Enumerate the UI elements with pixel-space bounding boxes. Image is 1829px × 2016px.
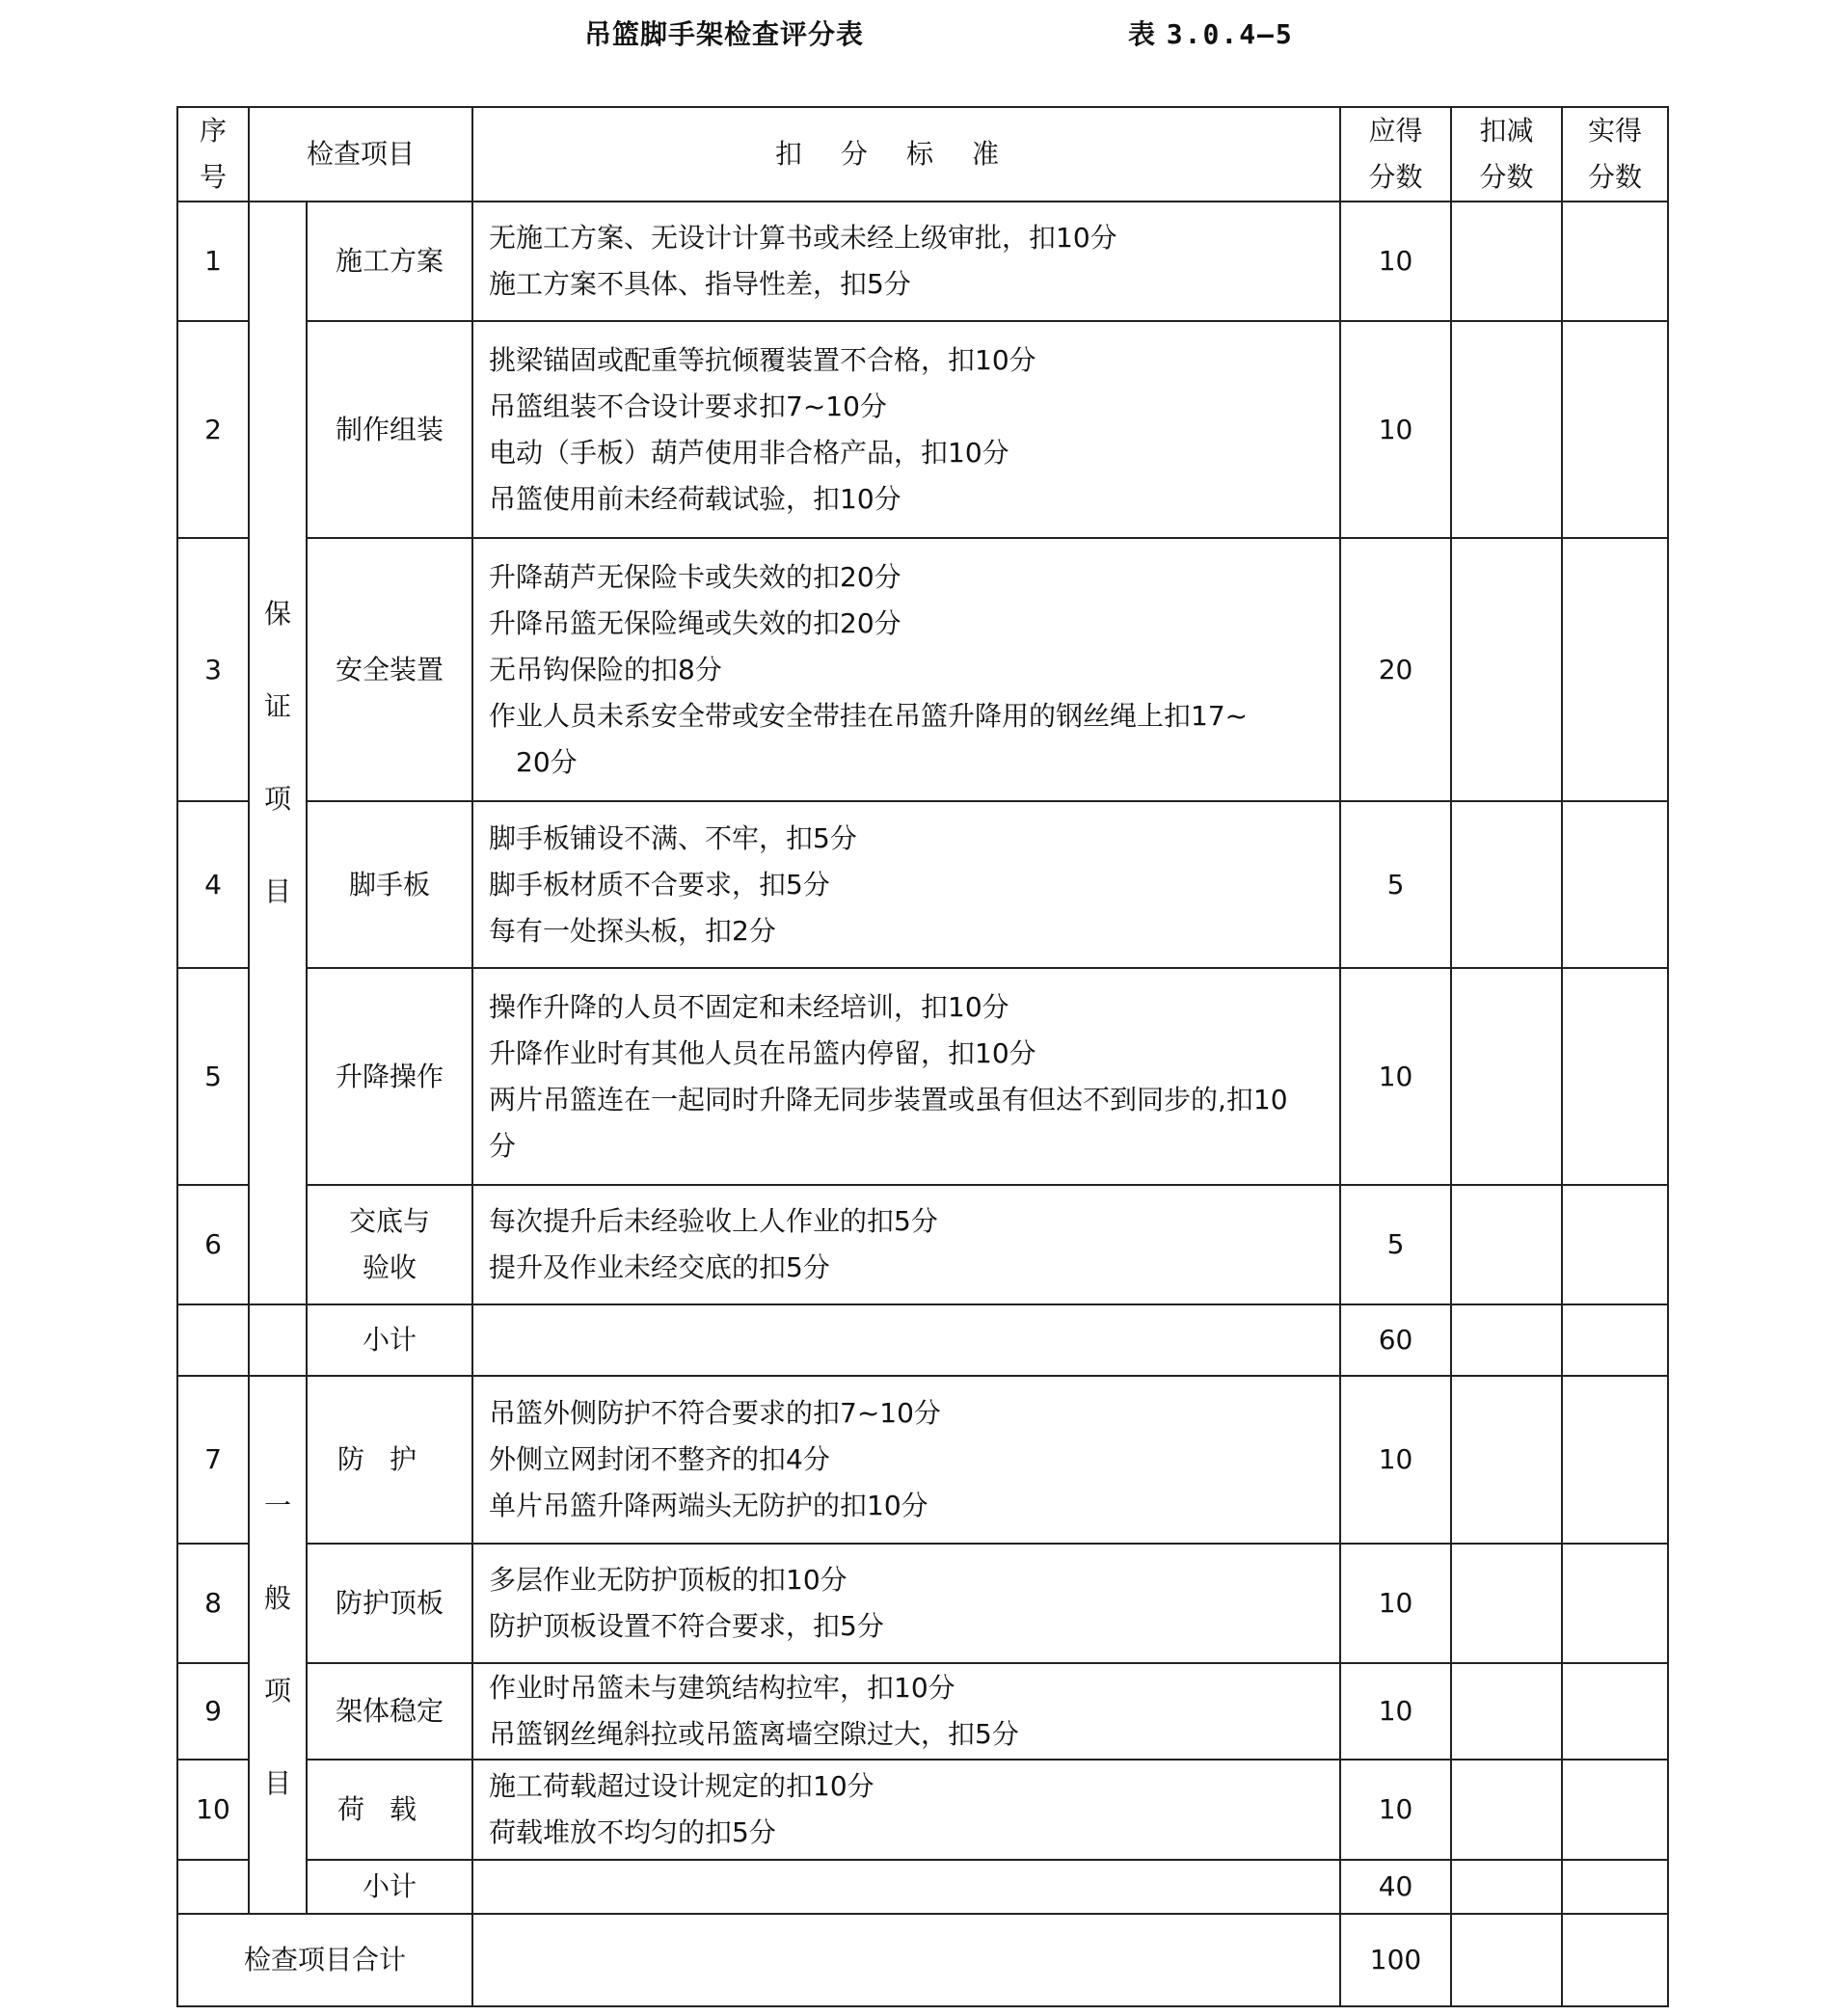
criteria-line: 无施工方案、无设计计算书或未经上级审批，扣10分	[489, 222, 1117, 254]
criteria-line: 每有一处探头板，扣2分	[489, 914, 776, 947]
header-row	[177, 107, 1668, 202]
row-item: 防护	[307, 1376, 472, 1544]
header-actual: 实得 分数	[1562, 107, 1668, 202]
row-criteria	[472, 1663, 1340, 1760]
total-label: 检查项目合计	[177, 1914, 472, 2006]
subtotal-label: 小计	[307, 1304, 472, 1376]
row-criteria	[472, 801, 1340, 968]
row-no: 9	[177, 1663, 249, 1760]
table-row	[177, 1663, 1668, 1760]
row-score: 10	[1340, 321, 1451, 538]
table-row	[177, 801, 1668, 968]
row-actual-cell[interactable]	[1562, 801, 1668, 968]
criteria-line: 操作升降的人员不固定和未经培训，扣10分	[489, 990, 1009, 1023]
criteria-line: 防护顶板设置不符合要求，扣5分	[489, 1610, 884, 1642]
total-row	[177, 1914, 1668, 2006]
row-item: 交底与 验收	[307, 1185, 472, 1304]
criteria-line: 吊篮钢丝绳斜拉或吊篮离墙空隙过大，扣5分	[489, 1718, 1019, 1750]
header-item: 检查项目	[249, 107, 472, 202]
table-row	[177, 321, 1668, 538]
table-row	[177, 202, 1668, 321]
subtotal-score: 60	[1340, 1304, 1451, 1376]
row-deduct-cell[interactable]	[1451, 1860, 1562, 1914]
row-deduct-cell[interactable]	[1451, 1914, 1562, 2006]
row-deduct-cell[interactable]	[1451, 1663, 1562, 1760]
row-deduct-cell[interactable]	[1451, 1304, 1562, 1376]
row-criteria	[472, 1185, 1340, 1304]
row-score: 10	[1340, 1544, 1451, 1663]
row-deduct-cell[interactable]	[1451, 1185, 1562, 1304]
row-criteria	[472, 1544, 1340, 1663]
row-actual-cell[interactable]	[1562, 321, 1668, 538]
header-should: 应得 分数	[1340, 107, 1451, 202]
row-no: 3	[177, 538, 249, 801]
header-seq: 序 号	[177, 107, 249, 202]
row-no: 7	[177, 1376, 249, 1544]
guarantee-label: 保 证 项 目	[249, 202, 307, 1304]
row-actual-cell[interactable]	[1562, 1663, 1668, 1760]
criteria-line: 脚手板铺设不满、不牢，扣5分	[489, 821, 857, 854]
row-deduct-cell[interactable]	[1451, 801, 1562, 968]
row-score: 10	[1340, 968, 1451, 1185]
total-score: 100	[1340, 1914, 1451, 2006]
row-actual-cell[interactable]	[1562, 1376, 1668, 1544]
criteria-line: 每次提升后未经验收上人作业的扣5分	[489, 1205, 938, 1237]
row-actual-cell[interactable]	[1562, 1860, 1668, 1914]
table-row	[177, 968, 1668, 1185]
table-row	[177, 1544, 1668, 1663]
row-criteria	[472, 538, 1340, 801]
row-deduct-cell[interactable]	[1451, 968, 1562, 1185]
row-criteria	[472, 968, 1340, 1185]
row-actual-cell[interactable]	[1562, 1760, 1668, 1860]
criteria-line: 吊篮组装不合设计要求扣7~10分	[489, 390, 887, 422]
criteria-line: 无吊钩保险的扣8分	[489, 653, 722, 685]
row-item: 防护顶板	[307, 1544, 472, 1663]
general-label: 一 般 项 目	[249, 1376, 307, 1914]
row-criteria	[472, 202, 1340, 321]
row-deduct-cell[interactable]	[1451, 1376, 1562, 1544]
criteria-line: 脚手板材质不合要求，扣5分	[489, 868, 830, 900]
header-criteria: 扣分标准	[472, 107, 1340, 202]
criteria-line: 施工荷载超过设计规定的扣10分	[489, 1770, 874, 1802]
row-score: 10	[1340, 1663, 1451, 1760]
row-actual-cell[interactable]	[1562, 968, 1668, 1185]
criteria-line: 多层作业无防护顶板的扣10分	[489, 1564, 847, 1596]
criteria-line: 升降作业时有其他人员在吊篮内停留，扣10分	[489, 1036, 1036, 1069]
table-number: 表 3.0.4—5	[1128, 18, 1294, 50]
table-row	[177, 538, 1668, 801]
row-score: 20	[1340, 538, 1451, 801]
row-deduct-cell[interactable]	[1451, 321, 1562, 538]
row-actual-cell[interactable]	[1562, 1304, 1668, 1376]
subtotal-score: 40	[1340, 1860, 1451, 1914]
row-item: 架体稳定	[307, 1663, 472, 1760]
table-row	[177, 1376, 1668, 1544]
row-no: 1	[177, 202, 249, 321]
criteria-line: 提升及作业未经交底的扣5分	[489, 1251, 830, 1283]
page-title: 吊篮脚手架检查评分表	[584, 18, 865, 50]
row-item: 安全装置	[307, 538, 472, 801]
row-item: 制作组装	[307, 321, 472, 538]
criteria-line: 荷载堆放不均匀的扣5分	[489, 1816, 776, 1848]
row-deduct-cell[interactable]	[1451, 202, 1562, 321]
row-no: 5	[177, 968, 249, 1185]
criteria-line: 20分	[516, 745, 578, 778]
table-row	[177, 1185, 1668, 1304]
criteria-line: 作业时吊篮未与建筑结构拉牢，扣10分	[489, 1672, 955, 1704]
criteria-line: 单片吊篮升降两端头无防护的扣10分	[489, 1490, 928, 1521]
criteria-line: 吊篮外侧防护不符合要求的扣7~10分	[489, 1397, 941, 1429]
table-row	[177, 1760, 1668, 1860]
row-no: 8	[177, 1544, 249, 1663]
criteria-line: 升降吊篮无保险绳或失效的扣20分	[489, 606, 901, 639]
row-item: 脚手板	[307, 801, 472, 968]
row-item: 施工方案	[307, 202, 472, 321]
row-no: 4	[177, 801, 249, 968]
subtotal-row	[177, 1304, 1668, 1376]
row-criteria	[472, 321, 1340, 538]
row-actual-cell[interactable]	[1562, 1544, 1668, 1663]
criteria-line: 作业人员未系安全带或安全带挂在吊篮升降用的钢丝绳上扣17~	[489, 699, 1249, 732]
row-score: 10	[1340, 1760, 1451, 1860]
row-no: 2	[177, 321, 249, 538]
criteria-line: 升降葫芦无保险卡或失效的扣20分	[489, 560, 901, 593]
row-deduct-cell[interactable]	[1451, 1544, 1562, 1663]
row-item: 荷载	[307, 1760, 472, 1860]
criteria-line: 外侧立网封闭不整齐的扣4分	[489, 1443, 830, 1475]
row-actual-cell[interactable]	[1562, 538, 1668, 801]
criteria-line: 分	[489, 1129, 517, 1162]
subtotal-row	[177, 1860, 1668, 1914]
row-actual-cell[interactable]	[1562, 1914, 1668, 2006]
row-actual-cell[interactable]	[1562, 202, 1668, 321]
row-no: 6	[177, 1185, 249, 1304]
row-criteria	[472, 1376, 1340, 1544]
row-criteria	[472, 1760, 1340, 1860]
row-score: 5	[1340, 801, 1451, 968]
row-deduct-cell[interactable]	[1451, 538, 1562, 801]
criteria-line: 施工方案不具体、指导性差，扣5分	[489, 268, 911, 300]
row-actual-cell[interactable]	[1562, 1185, 1668, 1304]
row-score: 5	[1340, 1185, 1451, 1304]
subtotal-label: 小计	[307, 1860, 472, 1914]
inspection-score-table	[176, 106, 1669, 2007]
row-score: 10	[1340, 1376, 1451, 1544]
header-deduct: 扣减 分数	[1451, 107, 1562, 202]
row-item: 升降操作	[307, 968, 472, 1185]
row-no: 10	[177, 1760, 249, 1860]
criteria-line: 电动（手板）葫芦使用非合格产品，扣10分	[489, 436, 1009, 469]
criteria-line: 两片吊篮连在一起同时升降无同步装置或虽有但达不到同步的,扣10	[489, 1083, 1288, 1116]
row-score: 10	[1340, 202, 1451, 321]
criteria-line: 吊篮使用前未经荷载试验，扣10分	[489, 482, 901, 515]
row-deduct-cell[interactable]	[1451, 1760, 1562, 1860]
criteria-line: 挑梁锚固或配重等抗倾覆装置不合格，扣10分	[489, 343, 1036, 376]
